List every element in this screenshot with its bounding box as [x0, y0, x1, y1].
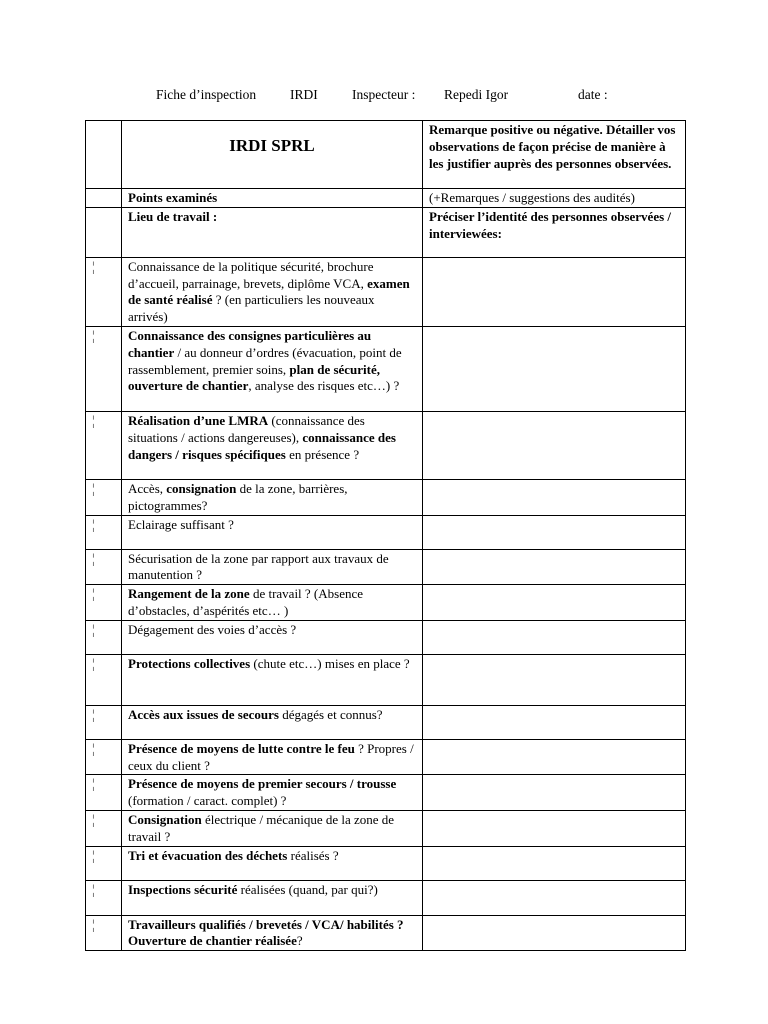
checkbox-cell[interactable] [86, 479, 122, 515]
examined-point-cell [122, 739, 423, 775]
examined-point-text: ? (en particuliers les nouveaux arrivés) [128, 292, 375, 325]
examined-point-cell [122, 257, 423, 326]
examined-point-cell [122, 411, 423, 479]
examined-point-cell [122, 654, 423, 705]
company-name: IRDI [290, 87, 318, 102]
examined-point-text: en présence ? [285, 446, 360, 462]
examined-point-text: de travail ? (Absence d’obstacles, d’aspérités etc… ) [128, 586, 364, 618]
checkbox-cell[interactable] [86, 880, 122, 915]
table-row [86, 411, 686, 479]
examined-point-text: de la zone, barrières, pictogrammes? [128, 480, 348, 513]
examined-point-text: Accès aux issues de secours [128, 706, 279, 722]
examined-point-cell [122, 549, 423, 585]
points-examined-header: Points examinés [122, 189, 423, 208]
examined-point-text: Protections collectives [128, 655, 251, 671]
examined-point-text: (chute etc…) mises en place ? [250, 655, 410, 671]
examined-point-cell [122, 479, 423, 515]
remark-cell[interactable] [423, 585, 686, 621]
examined-point-text: (formation / caract. complet) ? [128, 793, 287, 809]
checkbox-icon: ¦ [92, 655, 95, 672]
remark-cell[interactable] [423, 810, 686, 846]
examined-point-text: Présence de moyens de premier secours / trousse [128, 776, 397, 792]
table-row [86, 915, 686, 951]
examined-point-text: Connaissance de la politique sécurité, brochure d’accueil, parrainage, brevets, diplôme VCA, [128, 258, 374, 291]
examined-point-text: Rangement de la zone [128, 586, 250, 602]
table-row [86, 775, 686, 811]
examined-point-cell [122, 915, 423, 951]
checkbox-cell[interactable] [86, 411, 122, 479]
table-row [86, 549, 686, 585]
examined-point-cell [122, 326, 423, 411]
examined-point-text: examen de santé réalisé [128, 275, 410, 308]
checkbox-cell[interactable] [86, 585, 122, 621]
remark-cell[interactable] [423, 549, 686, 585]
checkbox-icon: ¦ [92, 585, 95, 602]
table-row [86, 810, 686, 846]
examined-point-cell [122, 515, 423, 549]
company-title-cell [122, 121, 423, 189]
table-row [86, 515, 686, 549]
checkbox-icon: ¦ [92, 258, 95, 275]
checkbox-cell[interactable] [86, 257, 122, 326]
checkbox-cell[interactable] [86, 326, 122, 411]
form-title: Fiche d’inspection [156, 87, 257, 102]
remark-cell[interactable] [423, 880, 686, 915]
remarks-subheader: (+Remarques / suggestions des audités) [423, 189, 686, 208]
company-title: IRDI SPRL [229, 136, 315, 155]
examined-point-text: / au donneur d’ordres (évacuation, point de rassemblement, premier soins, [128, 344, 402, 377]
examined-point-cell [122, 810, 423, 846]
workplace-label: Lieu de travail : [122, 207, 423, 257]
table-row [86, 326, 686, 411]
examined-point-text: Tri et évacuation des déchets [128, 847, 288, 863]
examined-point-text: électrique / mécanique de la zone de travail ? [128, 811, 395, 844]
checkbox-icon: ¦ [92, 480, 95, 497]
examined-point-text: Connaissance des consignes particulières au chantier [128, 327, 372, 360]
examined-point-text: Travailleurs qualifiés / brevetés / VCA/ habilités ? Ouverture de chantier réalisée [128, 916, 404, 949]
table-row [86, 257, 686, 326]
remark-header-cell [423, 121, 686, 189]
inspector-name: Repedi Igor [444, 87, 509, 102]
table-row [86, 705, 686, 739]
examined-point-text: Inspections sécurité [128, 881, 238, 897]
examined-point-text: Réalisation d’une LMRA [128, 412, 269, 428]
checkbox-icon: ¦ [92, 327, 95, 344]
checkbox-icon: ¦ [92, 916, 95, 932]
examined-point-cell [122, 880, 423, 915]
date-label: date : [578, 87, 608, 102]
remark-instructions: Remarque positive ou négative. Détailler vos observations de façon précise de manière à les justifier auprès des personnes observées. [429, 122, 676, 171]
examined-point-text: ? [296, 933, 303, 949]
checkbox-cell[interactable] [86, 654, 122, 705]
examined-point-cell [122, 775, 423, 811]
examined-point-text: Sécurisation de la zone par rapport aux travaux de manutention ? [128, 550, 389, 583]
table-title-row [86, 121, 686, 189]
table-row [86, 880, 686, 915]
examined-point-text: Consignation [128, 811, 202, 827]
table-row [86, 585, 686, 621]
checkbox-cell[interactable] [86, 846, 122, 880]
remark-cell[interactable] [423, 620, 686, 654]
table-row [86, 739, 686, 775]
checkbox-cell[interactable] [86, 810, 122, 846]
points-header-row [86, 189, 686, 208]
table-row [86, 479, 686, 515]
table-row [86, 846, 686, 880]
inspection-table [85, 120, 686, 951]
remark-cell[interactable] [423, 739, 686, 775]
checkbox-cell[interactable] [86, 620, 122, 654]
checkbox-icon: ¦ [92, 412, 95, 429]
remark-cell[interactable] [423, 479, 686, 515]
remark-cell[interactable] [423, 257, 686, 326]
checkbox-icon: ¦ [92, 881, 95, 897]
remark-cell[interactable] [423, 654, 686, 705]
examined-point-text: Accès, [128, 480, 167, 496]
checkbox-icon: ¦ [92, 775, 95, 792]
workplace-row [86, 207, 686, 257]
examined-point-cell [122, 585, 423, 621]
examined-point-cell [122, 846, 423, 880]
remark-cell[interactable] [423, 846, 686, 880]
examined-point-text: dégagés et connus? [278, 706, 383, 722]
checkbox-icon: ¦ [92, 550, 95, 566]
examined-point-text: , analyse des risques etc…) ? [248, 378, 400, 394]
table-row [86, 620, 686, 654]
checkbox-icon: ¦ [92, 740, 95, 757]
checkbox-icon: ¦ [92, 847, 95, 863]
checkbox-cell[interactable] [86, 549, 122, 585]
identity-instructions: Préciser l’identité des personnes observées / interviewées: [423, 207, 686, 257]
examined-point-text: réalisés ? [287, 847, 339, 863]
remark-cell[interactable] [423, 705, 686, 739]
table-row [86, 654, 686, 705]
checkbox-icon: ¦ [92, 706, 95, 723]
checkbox-column-header [86, 121, 122, 189]
inspector-label: Inspecteur : [352, 87, 416, 102]
examined-point-text: Présence de moyens de lutte contre le feu [128, 740, 355, 756]
remark-cell[interactable] [423, 775, 686, 811]
examined-point-text: consignation [166, 480, 237, 496]
checkbox-cell[interactable] [86, 515, 122, 549]
remark-cell[interactable] [423, 411, 686, 479]
examined-point-cell [122, 620, 423, 654]
checkbox-icon: ¦ [92, 516, 95, 532]
examined-point-text: réalisées (quand, par qui?) [237, 881, 378, 897]
examined-point-text: ? Propres / ceux du client ? [128, 740, 414, 773]
examined-point-text: Dégagement des voies d’accès ? [128, 621, 297, 637]
examined-point-text: Eclairage suffisant ? [128, 516, 234, 532]
examined-point-text: (connaissance des situations / actions dangereuses), [128, 412, 365, 445]
checkbox-cell[interactable] [86, 739, 122, 775]
checkbox-cell[interactable] [86, 705, 122, 739]
form-header [0, 87, 768, 105]
checkbox-icon: ¦ [92, 621, 95, 638]
examined-point-text: plan de sécurité, ouverture de chantier [128, 361, 381, 394]
checkbox-icon: ¦ [92, 811, 95, 828]
examined-point-text: connaissance des dangers / risques spécifiques [128, 429, 396, 462]
remark-cell[interactable] [423, 515, 686, 549]
checkbox-cell[interactable] [86, 775, 122, 811]
remark-cell[interactable] [423, 915, 686, 951]
checkbox-cell[interactable] [86, 915, 122, 951]
remark-cell[interactable] [423, 326, 686, 411]
examined-point-cell [122, 705, 423, 739]
